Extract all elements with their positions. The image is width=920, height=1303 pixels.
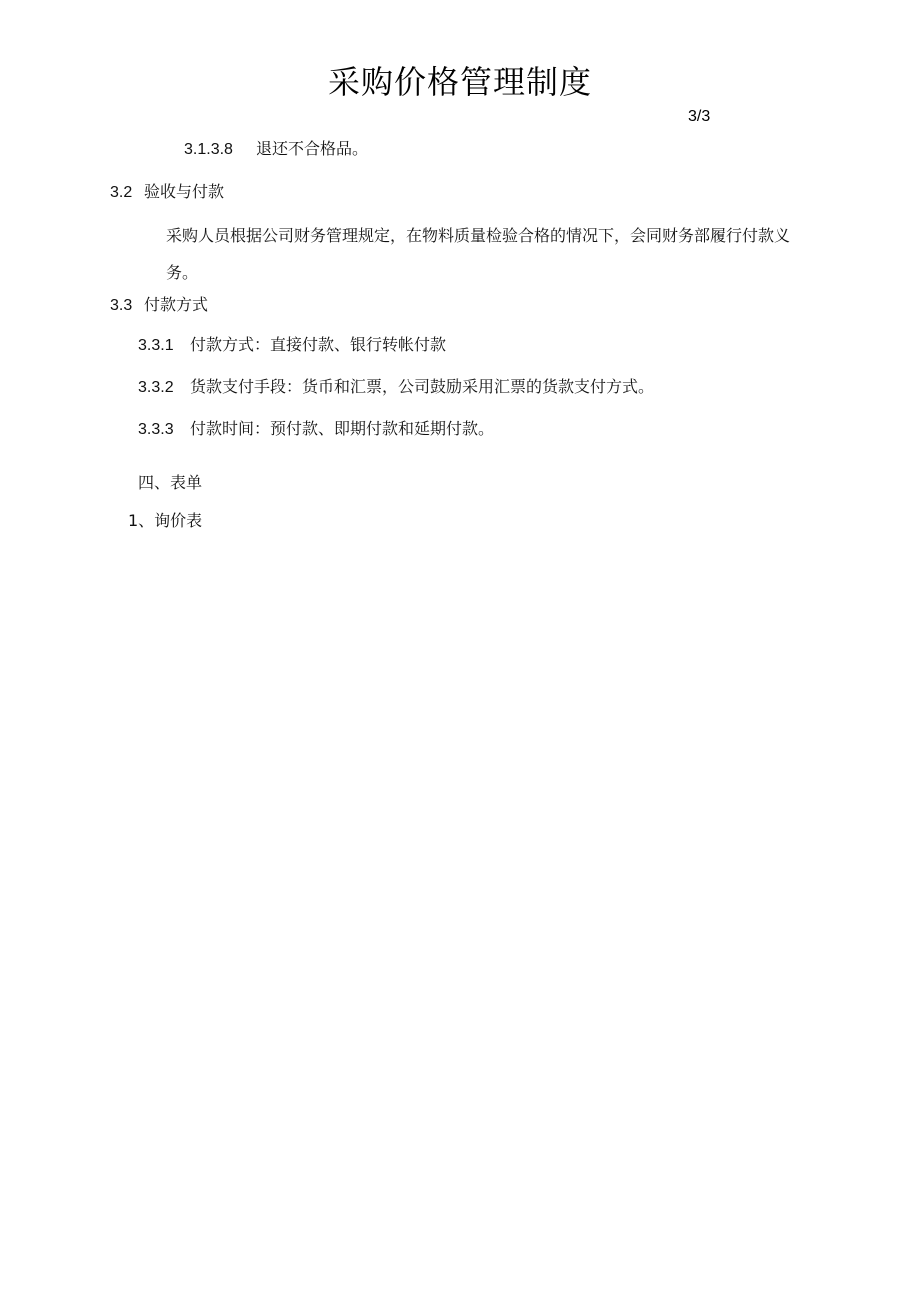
item-number: 3.3.1 — [138, 337, 174, 354]
item-3-1-3-8 — [184, 137, 368, 162]
item-text: 退还不合格品。 — [256, 139, 369, 158]
item-3-3-2 — [138, 375, 654, 400]
section-3-2-heading — [110, 180, 224, 205]
item-text: 付款时间：预付款、即期付款和延期付款。 — [190, 419, 495, 438]
document-title: 采购价格管理制度 — [327, 63, 592, 101]
item-number: 3.1.3.8 — [184, 141, 233, 158]
section-4-heading: 四、表单 — [138, 473, 203, 492]
item-3-3-1 — [138, 333, 446, 358]
item-text: 货款支付手段：货币和汇票，公司鼓励采用汇票的货款支付方式。 — [190, 377, 655, 396]
item-number: 3.3.2 — [138, 379, 174, 396]
item-3-3-3 — [138, 417, 494, 442]
section-3-3-heading — [110, 293, 208, 318]
item-number: 3.3.3 — [138, 421, 174, 438]
section-number: 3.3 — [110, 297, 133, 314]
page-number: 3/3 — [688, 108, 711, 125]
section-heading-text: 验收与付款 — [144, 182, 225, 201]
section-heading-text: 付款方式 — [144, 295, 209, 314]
item-text: 付款方式：直接付款、银行转帐付款 — [190, 335, 447, 354]
section-number: 3.2 — [110, 184, 133, 201]
form-item-inquiry-sheet: 1、询价表 — [128, 511, 203, 530]
section-3-2-paragraph: 采购人员根据公司财务管理规定，在物料质量检验合格的情况下，会同财务部履行付款义务。 — [166, 226, 791, 282]
